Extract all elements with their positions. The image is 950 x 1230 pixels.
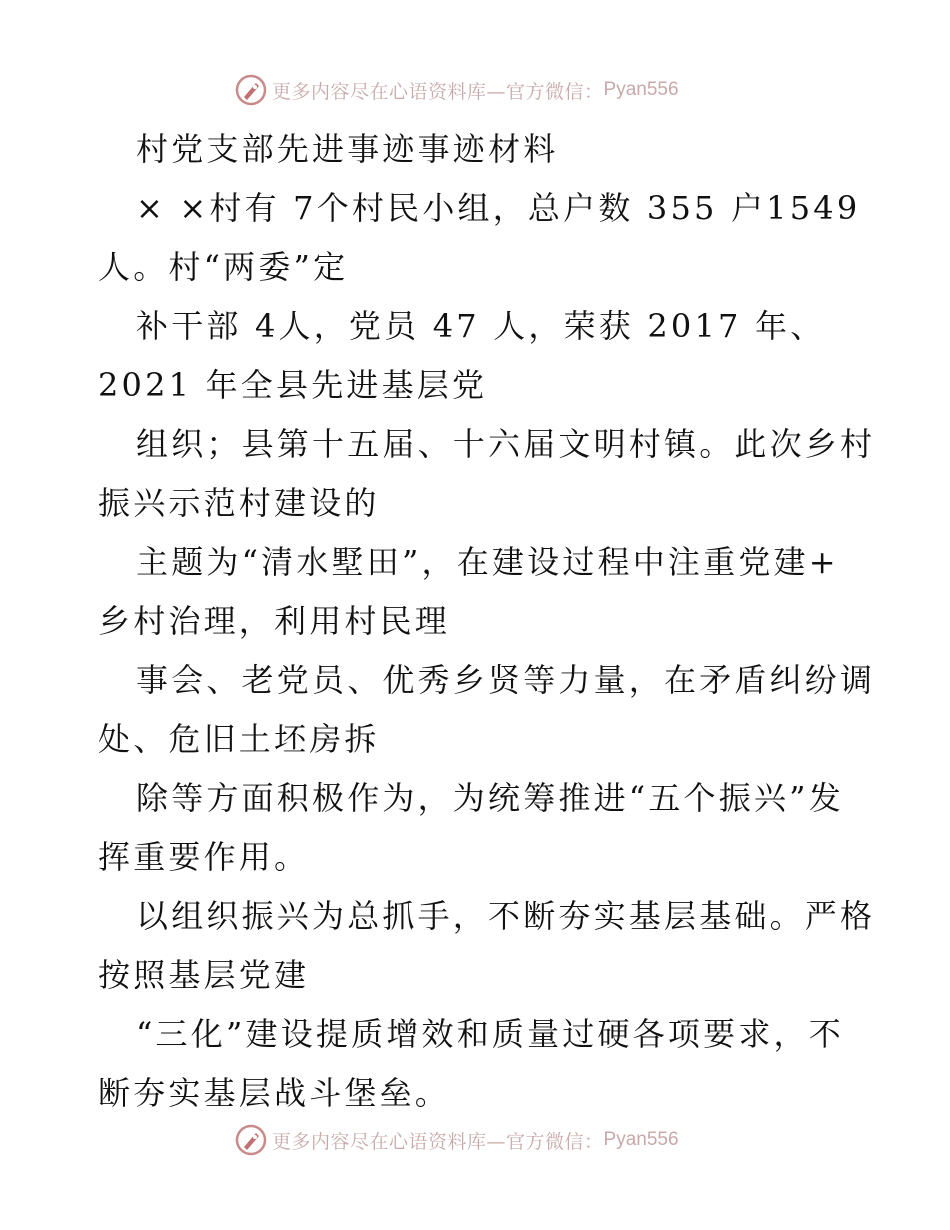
paragraph-line: 2021 年全县先进基层党 bbox=[98, 366, 488, 404]
document-body bbox=[98, 120, 876, 1123]
paragraph-line: × ×村有 7个村民小组，总户数 355 户1549 bbox=[136, 189, 861, 227]
watermark-text: 更多内容尽在心语资料库—官方微信： bbox=[272, 80, 604, 103]
paragraph-line: 主题为“清水墅田”，在建设过程中注重党建+ bbox=[136, 543, 839, 581]
watermark-wechat-id: Pyan556 bbox=[603, 1129, 679, 1150]
pen-nib-circle-icon bbox=[234, 1123, 268, 1157]
paragraph-line: 以组织振兴为总抓手，不断夯实基层基础。严格 bbox=[136, 897, 876, 935]
header-watermark bbox=[234, 72, 679, 108]
paragraph-line: 振兴示范村建设的 bbox=[98, 484, 380, 522]
footer-watermark bbox=[234, 1122, 679, 1158]
paragraph-line: 补干部 4人，党员 47 人，荣获 2017 年、 bbox=[136, 307, 826, 345]
document-title: 村党支部先进事迹事迹材料 bbox=[136, 130, 559, 168]
paragraph-line: 事会、老党员、优秀乡贤等力量，在矛盾纠纷调 bbox=[136, 661, 876, 699]
paragraph-line: 除等方面积极作为，为统筹推进“五个振兴”发 bbox=[136, 779, 844, 817]
paragraph-line: 乡村治理，利用村民理 bbox=[98, 602, 451, 640]
paragraph-line: 人。村“两委”定 bbox=[98, 248, 349, 286]
paragraph-line: “三化”建设提质增效和质量过硬各项要求，不 bbox=[136, 1015, 844, 1053]
paragraph-line: 挥重要作用。 bbox=[98, 838, 310, 876]
paragraph-line: 处、危旧土坯房拆 bbox=[98, 720, 380, 758]
paragraph-line: 按照基层党建 bbox=[98, 956, 310, 994]
watermark-wechat-id: Pyan556 bbox=[603, 79, 679, 100]
paragraph-line: 组织；县第十五届、十六届文明村镇。此次乡村 bbox=[136, 425, 876, 463]
paragraph-line: 断夯实基层战斗堡垒。 bbox=[98, 1074, 451, 1112]
watermark-text: 更多内容尽在心语资料库—官方微信： bbox=[272, 1130, 604, 1153]
pen-nib-circle-icon bbox=[234, 73, 268, 107]
